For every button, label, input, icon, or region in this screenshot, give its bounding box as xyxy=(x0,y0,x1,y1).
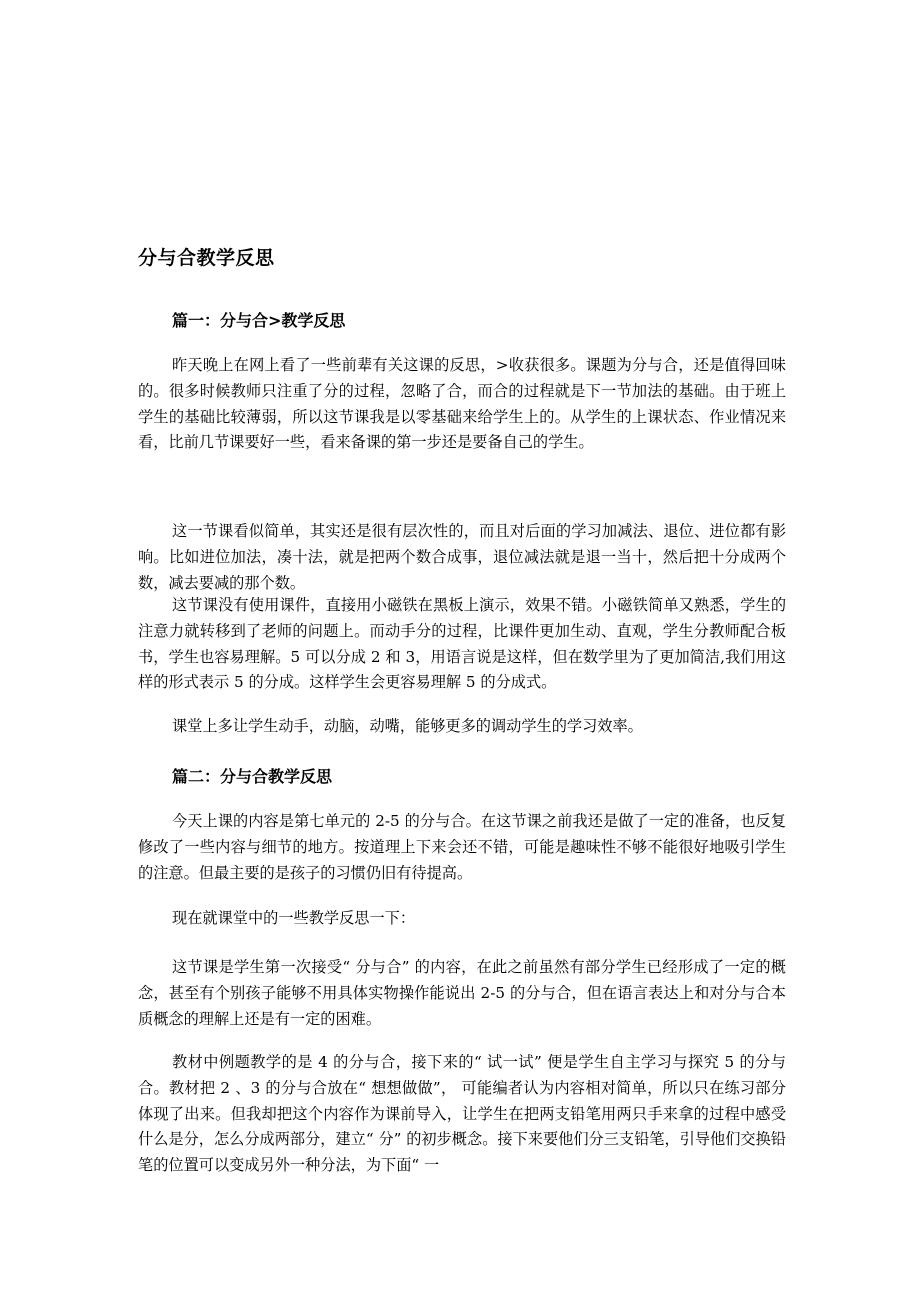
paragraph-2: 这一节课看似简单，其实还是很有层次性的，而且对后面的学习加减法、退位、进位都有影响。比如进位加法，凑十法，就是把两个数合成事，退位减法就是退一当十，然后把十分成两个数，减去要减的那个数。 xyxy=(138,522,786,592)
section-1-heading: 篇一：分与合>教学反思 xyxy=(172,311,346,330)
paragraph-5: 今天上课的内容是第七单元的 2-5 的分与合。在这节课之前我还是做了一定的准备，也反复修改了一些内容与细节的地方。按道理上下来会还不错，可能是趣味性不够不能很好地吸引学生的注意。但最主要的是孩子的习惯仍旧有待提高。 xyxy=(138,812,786,882)
paragraph-4: 课堂上多让学生动手，动脑，动嘴，能够更多的调动学生的学习效率。 xyxy=(172,717,643,735)
paragraph-7: 这节课是学生第一次接受“ 分与合” 的内容，在此之前虽然有部分学生已经形成了一定的概念，甚至有个别孩子能够不用具体实物操作能说出 2-5 的分与合，但在语言表达上和对分与合本质概念的理解上还是有一定的困难。 xyxy=(138,958,786,1028)
section-2-heading: 篇二：分与合教学反思 xyxy=(172,767,333,786)
paragraph-3: 这节课没有使用课件，直接用小磁铁在黑板上演示，效果不错。小磁铁简单又熟悉，学生的注意力就转移到了老师的问题上。而动手分的过程，比课件更加生动、直观，学生分教师配合板书，学生也容易理解。5 可以分成 2 和 3，用语言说是这样，但在数学里为了更加简洁,我们用这样的形式表示 5 的分成。这样学生会更容易理解 5 的分成式。 xyxy=(138,596,786,692)
paragraph-8: 教材中例题教学的是 4 的分与合，接下来的“ 试一试” 便是学生自主学习与探究 5 的分与合。教材把 2 、3 的分与合放在“ 想想做做”， 可能编者认为内容相对简单，所以只在练习部分体现了出来。但我却把这个内容作为课前导入，让学生在把两支铅笔用两只手来拿的过程中感受什么是分，怎么分成两部分，建立“ 分” 的初步概念。接下来要他们分三支铅笔，引导他们交换铅笔的位置可以变成另外一种分法，为下面“ 一 xyxy=(138,1053,786,1175)
paragraph-6: 现在就课堂中的一些教学反思一下： xyxy=(172,909,415,927)
document-title: 分与合教学反思 xyxy=(138,247,275,269)
paragraph-1: 昨天晚上在网上看了一些前辈有关这课的反思，>收获很多。课题为分与合，还是值得回味的。很多时候教师只注重了分的过程，忽略了合，而合的过程就是下一节加法的基础。由于班上学生的基础比较薄弱，所以这节课我是以零基础来给学生上的。从学生的上课状态、作业情况来看，比前几节课要好一些，看来备课的第一步还是要备自己的学生。 xyxy=(138,356,786,452)
